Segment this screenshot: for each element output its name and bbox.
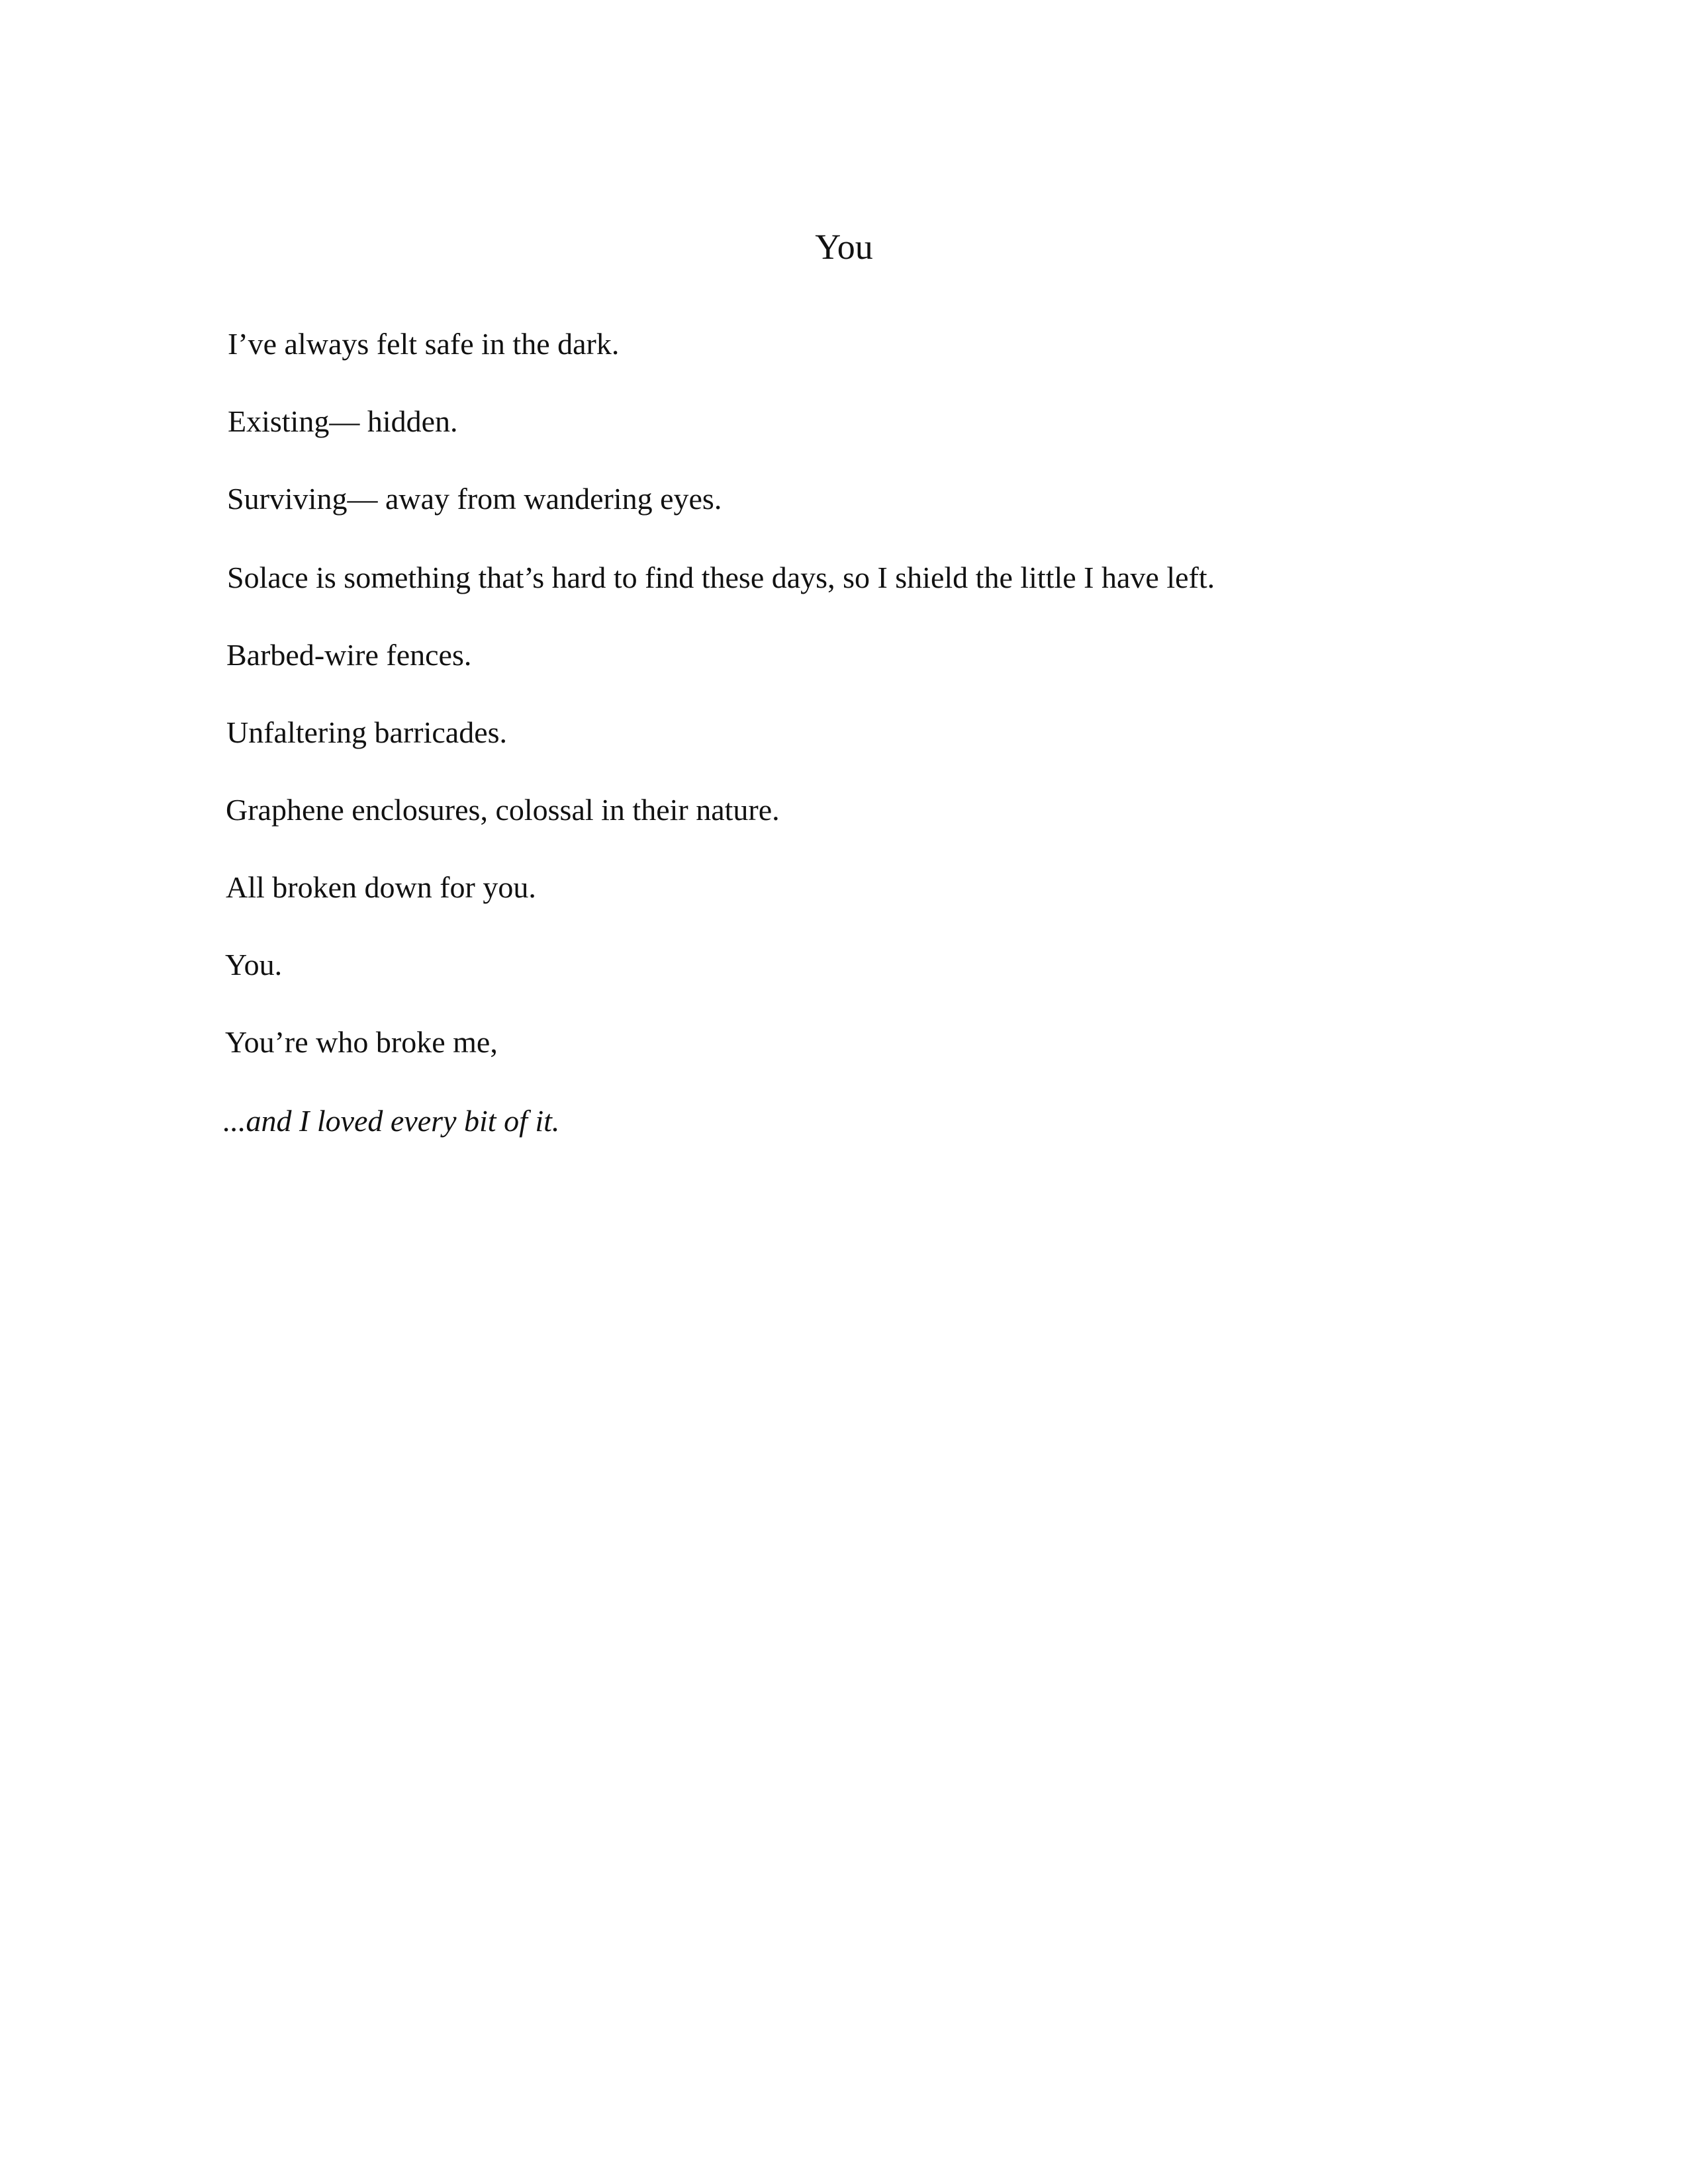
poem-line: Existing— hidden. — [228, 404, 458, 438]
poem-line: I’ve always felt safe in the dark. — [228, 327, 620, 361]
poem-line: You. — [225, 948, 283, 981]
poem-line-closing: ...and I loved every bit of it. — [223, 1104, 560, 1138]
poem-line: Barbed-wire fences. — [226, 638, 472, 672]
poem-line: All broken down for you. — [226, 870, 536, 904]
poem-line: Surviving— away from wandering eyes. — [227, 482, 722, 516]
poem-line: Solace is something that’s hard to find these days, so I shield the little I have left. — [227, 561, 1215, 594]
poem-line: Graphene enclosures, colossal in their nature. — [226, 793, 780, 827]
poem-line: Unfaltering barricades. — [226, 715, 508, 749]
poem-title: You — [815, 227, 873, 267]
poem-line: You’re who broke me, — [225, 1025, 498, 1059]
